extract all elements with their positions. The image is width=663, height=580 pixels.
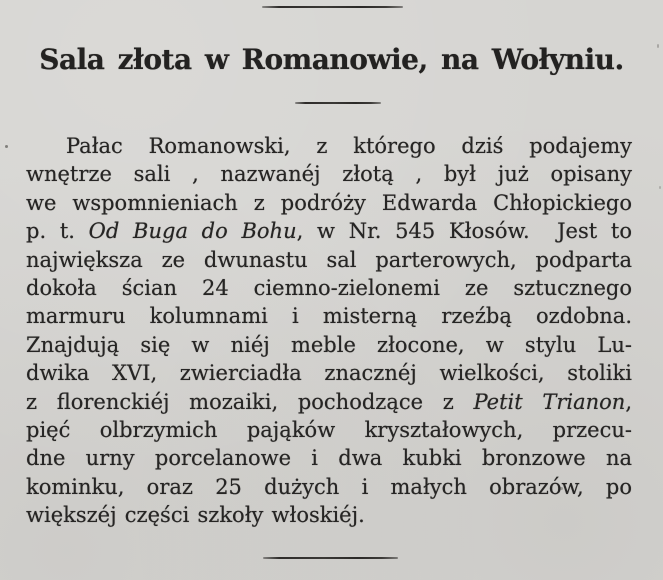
text-line: [26, 416, 632, 444]
text-line: [26, 302, 632, 330]
text-segment: z florenckiéj mozaiki, pochodzące z: [26, 389, 474, 414]
italic-phrase: Petit Trianon: [473, 389, 626, 414]
text-segment: dwika XVI, zwierciadła znacznéj wielkości, stoliki: [26, 361, 632, 386]
text-segment: Znajdują się w niéj meble złocone, w stylu Lu-: [26, 332, 632, 357]
italic-phrase: Od Buga do Bohu: [88, 219, 297, 244]
text-segment: we wspomnieniach z podróży Edwarda Chłopickiego: [26, 190, 632, 215]
article-body: [26, 132, 632, 529]
scan-speck: [5, 145, 8, 148]
top-divider-rule: [262, 6, 403, 8]
text-segment: największa ze dwunastu sal parterowych, podparta: [26, 247, 632, 272]
text-segment: dokoła ścian 24 ciemno-zielonemi ze sztucznego: [26, 275, 632, 300]
scan-speck: [657, 44, 659, 48]
text-line: [26, 274, 632, 302]
text-segment: Pałac Romanowski, z którego dziś podajemy: [66, 134, 632, 158]
text-line: [26, 388, 632, 416]
text-segment: , w Nr. 545 Kłosów. Jest to: [296, 219, 632, 244]
text-segment: wnętrze sali , nazwanéj złotą , był już opisany: [26, 162, 632, 187]
text-segment: kominku, oraz 25 dużych i małych obrazów, po: [26, 474, 632, 499]
text-line: [26, 359, 632, 387]
text-line: [26, 444, 632, 472]
text-line: [26, 473, 632, 501]
text-line: [26, 217, 632, 245]
text-line: [26, 501, 632, 529]
text-line: [26, 189, 632, 217]
text-segment: ,: [625, 389, 632, 414]
text-segment: pięć olbrzymich pająków kryształowych, przecu-: [26, 417, 632, 442]
text-segment: większéj części szkoły włoskiéj.: [26, 503, 365, 528]
title-divider-rule: [295, 102, 381, 104]
scan-speck: [659, 186, 661, 189]
text-line: [26, 246, 632, 274]
text-segment: marmuru kolumnami i misterną rzeźbą ozdobna.: [26, 304, 632, 329]
text-line: [26, 331, 632, 359]
text-segment: dne urny porcelanowe i dwa kubki bronzowe na: [26, 446, 632, 471]
article-title: Sala złota w Romanowie, na Wołyniu.: [39, 43, 624, 76]
scan-speck: [560, 487, 563, 490]
text-line: [26, 132, 632, 160]
bottom-divider-rule: [263, 557, 398, 559]
text-segment: p. t.: [26, 219, 89, 244]
text-line: [26, 160, 632, 188]
